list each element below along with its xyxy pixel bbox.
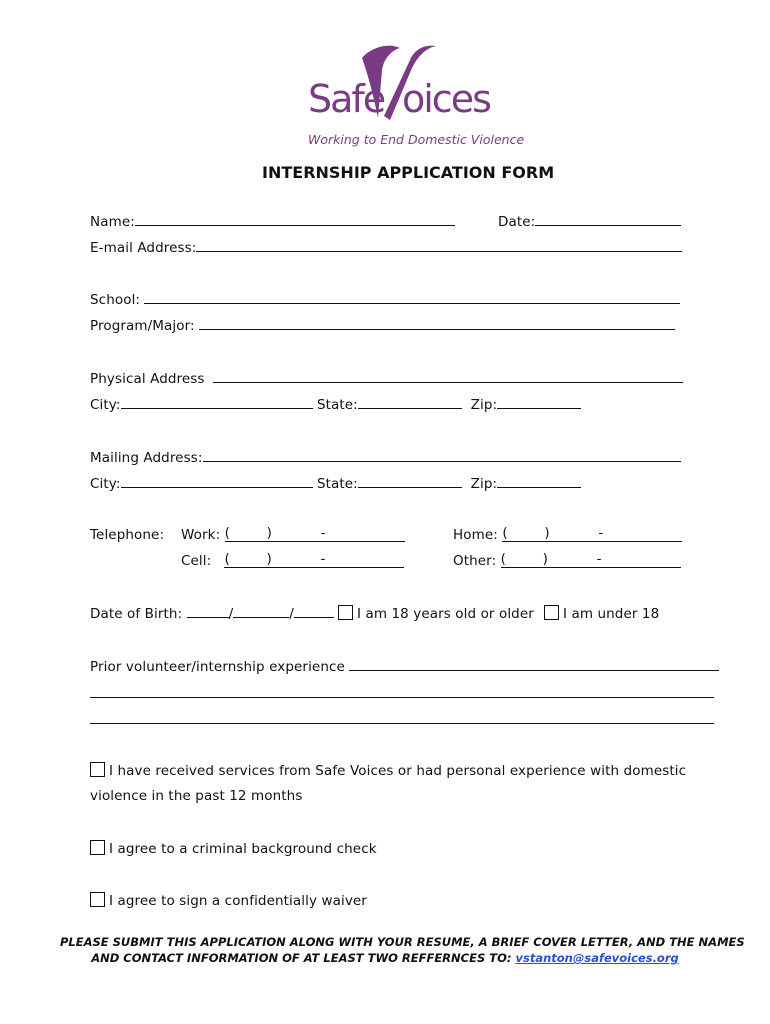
over18-option[interactable] <box>338 605 534 622</box>
prior-experience-field-3[interactable] <box>90 723 714 724</box>
waiver-option[interactable] <box>90 892 367 909</box>
form-title: INTERNSHIP APPLICATION FORM <box>262 163 555 182</box>
mailing-address-label: Mailing Address: <box>90 450 203 466</box>
physical-address-label: Physical Address <box>90 371 205 387</box>
waiver-checkbox[interactable] <box>90 892 105 907</box>
paren-close: ) <box>542 551 549 567</box>
dob-row <box>90 605 334 622</box>
mailing-state-field[interactable] <box>358 475 462 488</box>
waiver-label: I agree to sign a confidentially waiver <box>109 893 367 909</box>
date-label: Date: <box>498 214 536 230</box>
services-option[interactable] <box>90 762 686 779</box>
cell-label: Cell: <box>181 553 212 569</box>
services-label-line1: I have received services from Safe Voices or had personal experience with domestic <box>109 763 687 779</box>
other-phone-row <box>453 553 681 569</box>
program-row <box>90 317 675 334</box>
home-phone-field[interactable] <box>502 527 682 542</box>
prior-experience-label: Prior volunteer/internship experience <box>90 659 345 675</box>
dob-day-field[interactable] <box>233 605 289 618</box>
other-label: Other: <box>453 553 497 569</box>
zip-label: Zip: <box>470 397 498 413</box>
background-check-label: I agree to a criminal background check <box>109 841 377 857</box>
physical-state-field[interactable] <box>358 396 462 409</box>
physical-address-field[interactable] <box>213 370 683 383</box>
paren-close: ) <box>266 551 272 567</box>
physical-city-field[interactable] <box>121 396 313 409</box>
prior-experience-field-2[interactable] <box>90 697 714 698</box>
under18-checkbox[interactable] <box>544 605 559 620</box>
footer-line-2-text: AND CONTACT INFORMATION OF AT LEAST TWO REFFERNCES TO: <box>91 951 512 965</box>
over18-checkbox[interactable] <box>338 605 353 620</box>
program-label: Program/Major: <box>90 318 195 334</box>
other-phone-field[interactable] <box>501 553 681 568</box>
mailing-address-field[interactable] <box>203 449 681 462</box>
dob-separator: / <box>289 606 294 622</box>
paren-open: ( <box>224 551 230 567</box>
footer-line-1: PLEASE SUBMIT THIS APPLICATION ALONG WITH YOUR RESUME, A BRIEF COVER LETTER, AND THE NAMES <box>60 935 745 949</box>
dob-month-field[interactable] <box>187 605 229 618</box>
logo-tagline: Working to End Domestic Violence <box>308 132 525 147</box>
mailing-address-row <box>90 449 681 466</box>
cell-phone-field[interactable] <box>224 553 404 568</box>
over18-label: I am 18 years old or older <box>357 606 534 622</box>
footer-line-2 <box>60 951 710 965</box>
state-label: State: <box>316 476 358 492</box>
mailing-city-row <box>90 475 581 492</box>
services-label-line2: violence in the past 12 months <box>90 788 303 804</box>
svg-text:oices: oices <box>402 77 490 121</box>
city-label: City: <box>90 476 121 492</box>
date-field[interactable] <box>535 213 681 226</box>
school-row <box>90 291 680 308</box>
services-checkbox[interactable] <box>90 762 105 777</box>
paren-open: ( <box>500 551 507 567</box>
phone-dash: - <box>320 525 326 541</box>
background-check-checkbox[interactable] <box>90 840 105 855</box>
paren-close: ) <box>266 525 273 541</box>
dob-separator: / <box>228 606 234 622</box>
prior-experience-row <box>90 658 719 675</box>
name-row <box>90 213 455 230</box>
mailing-zip-field[interactable] <box>497 475 581 488</box>
program-field[interactable] <box>199 317 675 330</box>
zip-label: Zip: <box>470 476 498 492</box>
school-field[interactable] <box>144 291 680 304</box>
dob-label: Date of Birth: <box>90 606 183 622</box>
work-phone-field[interactable] <box>225 527 405 542</box>
name-field[interactable] <box>135 213 455 226</box>
email-row <box>90 239 682 256</box>
city-label: City: <box>90 397 121 413</box>
phone-dash: - <box>598 525 604 541</box>
under18-option[interactable] <box>544 605 659 622</box>
paren-close: ) <box>544 525 550 541</box>
email-field[interactable] <box>196 239 682 252</box>
paren-open: ( <box>502 525 508 541</box>
state-label: State: <box>316 397 358 413</box>
physical-address-row <box>90 370 683 387</box>
physical-city-row <box>90 396 581 413</box>
name-label: Name: <box>90 214 135 230</box>
home-label: Home: <box>453 527 498 543</box>
safevoices-logo <box>300 40 525 155</box>
dob-year-field[interactable] <box>294 605 334 618</box>
work-label: Work: <box>181 527 221 543</box>
under18-label: I am under 18 <box>563 606 660 622</box>
phone-dash: - <box>596 551 602 567</box>
mailing-city-field[interactable] <box>121 475 313 488</box>
submission-email-link[interactable]: vstanton@safevoices.org <box>515 951 679 965</box>
telephone-label: Telephone: <box>90 527 165 543</box>
phone-dash: - <box>320 551 326 567</box>
school-label: School: <box>90 292 141 308</box>
work-phone-row <box>181 527 405 543</box>
paren-open: ( <box>224 525 231 541</box>
email-label: E-mail Address: <box>90 240 197 256</box>
cell-phone-row <box>181 553 404 569</box>
background-check-option[interactable] <box>90 840 377 857</box>
physical-zip-field[interactable] <box>497 396 581 409</box>
prior-experience-field-1[interactable] <box>349 658 719 671</box>
svg-text:Safe: Safe <box>308 77 385 121</box>
home-phone-row <box>453 527 682 543</box>
date-row <box>498 213 681 230</box>
